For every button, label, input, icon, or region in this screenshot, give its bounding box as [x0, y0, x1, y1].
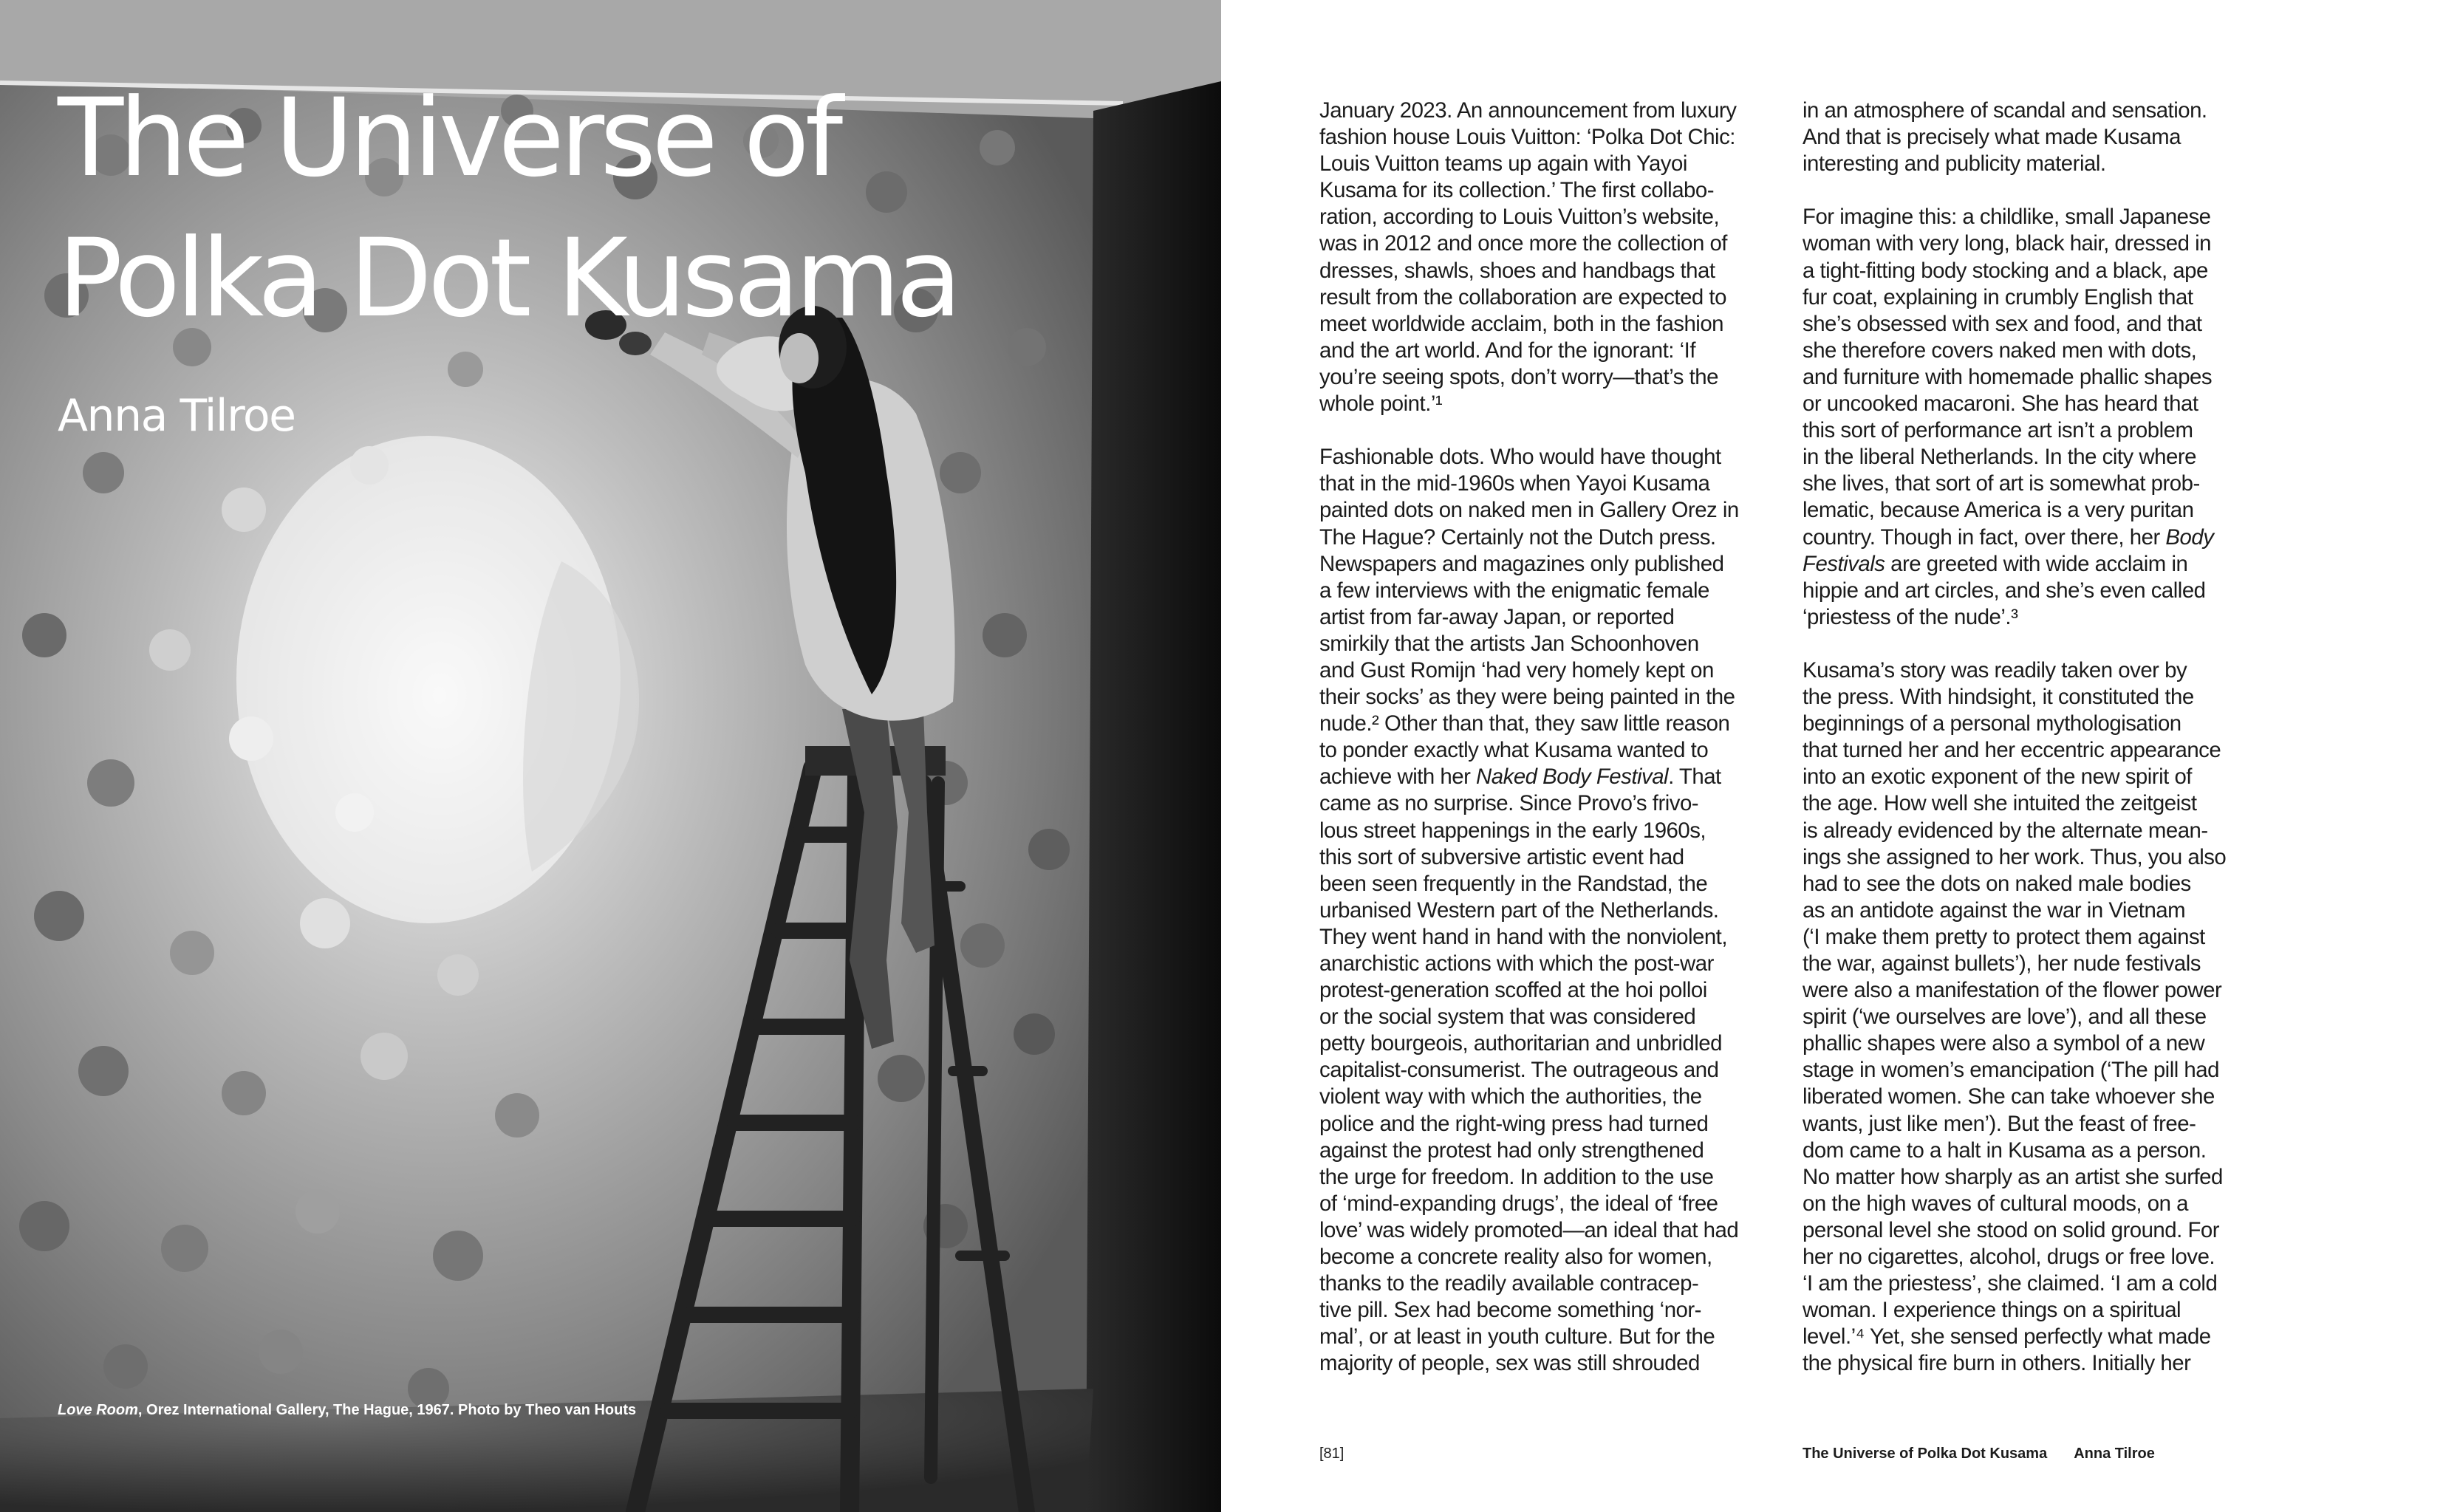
paragraph [1803, 204, 2275, 631]
text-line: or uncooked macaroni. She has heard that [1803, 391, 2198, 417]
photo-caption [58, 1402, 636, 1419]
photo-page [0, 0, 1221, 1512]
dark-doorway [1086, 81, 1221, 1512]
text-line: smirkily that the artists Jan Schoonhoven [1319, 631, 1699, 656]
text-line: in an atmosphere of scandal and sensation. [1803, 98, 2207, 123]
text-line: a tight-fitting body stocking and a black, ape [1803, 258, 2208, 283]
running-title: The Universe of Polka Dot Kusama [1803, 1446, 2048, 1462]
text-line: this sort of subversive artistic event had [1319, 844, 1684, 869]
article-title [58, 68, 957, 349]
text-line: urbanised Western part of the Netherlands. [1319, 897, 1719, 923]
text-line: that in the mid-1960s when Yayoi Kusama [1319, 471, 1710, 496]
text-line: tive pill. Sex had become something ‘nor- [1319, 1298, 1701, 1323]
text-line: the war, against bullets’), her nude festivals [1803, 951, 2201, 976]
text-line: nude.² Other than that, they saw little reason [1319, 711, 1730, 736]
text-line: been seen frequently in the Randstad, the [1319, 871, 1708, 896]
text-line: level.’⁴ Yet, she sensed perfectly what made [1803, 1324, 2211, 1349]
text-line: woman. I experience things on a spiritual [1803, 1298, 2181, 1323]
text-line: whole point.’¹ [1319, 391, 1443, 417]
text-line: against the protest had only strengthened [1319, 1138, 1704, 1163]
text-line: majority of people, sex was still shrouded [1319, 1351, 1700, 1376]
text-line: country. Though in fact, over there, her Body [1803, 524, 2214, 550]
text-line: wants, just like men’). But the feast of free- [1803, 1111, 2196, 1136]
text-line: love’ was widely promoted—an ideal that had [1319, 1217, 1739, 1242]
text-line: painted dots on naked men in Gallery Orez in [1319, 498, 1739, 523]
text-line: January 2023. An announcement from luxury [1319, 98, 1737, 123]
text-line: were also a manifestation of the flower power [1803, 978, 2222, 1003]
text-line: For imagine this: a childlike, small Japanese [1803, 205, 2211, 230]
text-line: a few interviews with the enigmatic female [1319, 578, 1709, 603]
text-line: liberated women. She can take whoever she [1803, 1084, 2215, 1109]
text-line: fur coat, explaining in crumbly English that [1803, 284, 2193, 309]
text-line: you’re seeing spots, don’t worry—that’s the [1319, 364, 1718, 389]
text-line: petty bourgeois, authoritarian and unbridled [1319, 1031, 1722, 1056]
text-line: dom came to a halt in Kusama as a person. [1803, 1138, 2207, 1163]
text-line: result from the collaboration are expected to [1319, 284, 1726, 309]
text-line: (‘I make them pretty to protect them against [1803, 924, 2205, 949]
text-line: the urge for freedom. In addition to the use [1319, 1164, 1714, 1189]
text-line: violent way with which the authorities, the [1319, 1084, 1702, 1109]
text-line: become a concrete reality also for women, [1319, 1245, 1712, 1270]
text-line: she’s obsessed with sex and food, and that [1803, 311, 2202, 336]
paragraph [1803, 657, 2275, 1378]
text-line: and the art world. And for the ignorant: ‘If [1319, 338, 1695, 363]
text-line: of ‘mind-expanding drugs’, the ideal of ‘free [1319, 1191, 1718, 1216]
text-line: in the liberal Netherlands. In the city where [1803, 445, 2196, 470]
text-line: Fashionable dots. Who would have thought [1319, 445, 1721, 470]
page-number: [81] [1319, 1446, 1344, 1462]
text-line: the physical fire burn in others. Initially her [1803, 1351, 2191, 1376]
text-line: and furniture with homemade phallic shapes [1803, 364, 2213, 389]
text-line: and Gust Romijn ‘had very homely kept on [1319, 657, 1714, 683]
text-line: fashion house Louis Vuitton: ‘Polka Dot Chic: [1319, 125, 1735, 150]
caption-artwork-title: Love Room [58, 1402, 138, 1418]
text-line: They went hand in hand with the nonviolent, [1319, 924, 1728, 949]
text-line: dresses, shawls, shoes and handbags that [1319, 258, 1715, 283]
text-line: she therefore covers naked men with dots, [1803, 338, 2197, 363]
text-line: personal level she stood on solid ground. For [1803, 1217, 2220, 1242]
text-line: beginnings of a personal mythologisation [1803, 711, 2181, 736]
text-line: that turned her and her eccentric appearance [1803, 738, 2221, 763]
text-line: The Hague? Certainly not the Dutch press. [1319, 524, 1716, 550]
paragraph [1319, 98, 1792, 417]
text-line: And that is precisely what made Kusama [1803, 125, 2181, 150]
text-line: her no cigarettes, alcohol, drugs or free love. [1803, 1245, 2215, 1270]
text-line: stage in women’s emancipation (‘The pill had [1803, 1058, 2219, 1083]
text-line: woman with very long, black hair, dressed in [1803, 231, 2212, 256]
text-line: mal’, or at least in youth culture. But for the [1319, 1324, 1715, 1349]
text-line: as an antidote against the war in Vietnam [1803, 897, 2186, 923]
text-line: the age. How well she intuited the zeitgeist [1803, 791, 2197, 816]
text-line: came as no surprise. Since Provo’s frivo- [1319, 791, 1699, 816]
text-line: had to see the dots on naked male bodies [1803, 871, 2191, 896]
text-line: meet worldwide acclaim, both in the fashion [1319, 311, 1724, 336]
text-line: into an exotic exponent of the new spirit of [1803, 764, 2192, 790]
text-line: anarchistic actions with which the post-war [1319, 951, 1714, 976]
text-column-2 [1803, 98, 2275, 1404]
text-line: she lives, that sort of art is somewhat prob- [1803, 471, 2200, 496]
text-line: is already evidenced by the alternate mean- [1803, 818, 2208, 843]
text-line: the press. With hindsight, it constituted the [1803, 685, 2194, 710]
text-line: ings she assigned to her work. Thus, you also [1803, 844, 2227, 869]
text-line: their socks’ as they were being painted in the [1319, 685, 1735, 710]
text-line: interesting and publicity material. [1803, 151, 2106, 177]
text-line: thanks to the readily available contracep- [1319, 1271, 1699, 1296]
text-line: to ponder exactly what Kusama wanted to [1319, 738, 1709, 763]
text-line: ration, according to Louis Vuitton’s website, [1319, 205, 1720, 230]
text-line: Newspapers and magazines only published [1319, 551, 1724, 576]
text-line: No matter how sharply as an artist she surfed [1803, 1164, 2223, 1189]
text-line: or the social system that was considered [1319, 1005, 1696, 1030]
text-line: on the high waves of cultural moods, on a [1803, 1191, 2188, 1216]
running-footer [1803, 1446, 2155, 1463]
paragraph [1319, 444, 1792, 1377]
caption-text: , Orez International Gallery, The Hague, 1967. Photo by Theo van Houts [137, 1402, 637, 1418]
text-line: Louis Vuitton teams up again with Yayoi [1319, 151, 1687, 177]
text-line: ‘priestess of the nude’.³ [1803, 604, 2018, 629]
text-line: protest-generation scoffed at the hoi polloi [1319, 978, 1707, 1003]
text-line: capitalist-consumerist. The outrageous and [1319, 1058, 1719, 1083]
text-line: this sort of performance art isn’t a problem [1803, 418, 2193, 443]
text-line: Kusama for its collection.’ The first collabo- [1319, 178, 1715, 203]
text-line: hippie and art circles, and she’s even called [1803, 578, 2206, 603]
text-line: Festivals are greeted with wide acclaim in [1803, 551, 2188, 576]
text-line: ‘I am the priestess’, she claimed. ‘I am a cold [1803, 1271, 2218, 1296]
title-line-2: Polka Dot Kusama [58, 216, 958, 341]
text-column-1 [1319, 98, 1792, 1404]
text-line: police and the right-wing press had turned [1319, 1111, 1709, 1136]
article-author: Anna Tilroe [58, 390, 295, 442]
text-line: lematic, because America is a very puritan [1803, 498, 2194, 523]
title-line-1: The Universe of [58, 75, 839, 201]
text-line: spirit (‘we ourselves are love’), and all these [1803, 1005, 2207, 1030]
text-line: phallic shapes were also a symbol of a new [1803, 1031, 2205, 1056]
text-line: artist from far-away Japan, or reported [1319, 604, 1675, 629]
text-line: lous street happenings in the early 1960s, [1319, 818, 1706, 843]
running-author: Anna Tilroe [2074, 1446, 2155, 1462]
text-line: Kusama’s story was readily taken over by [1803, 657, 2187, 683]
paragraph [1803, 98, 2275, 177]
text-line: was in 2012 and once more the collection of [1319, 231, 1727, 256]
text-line: achieve with her Naked Body Festival. That [1319, 764, 1721, 790]
